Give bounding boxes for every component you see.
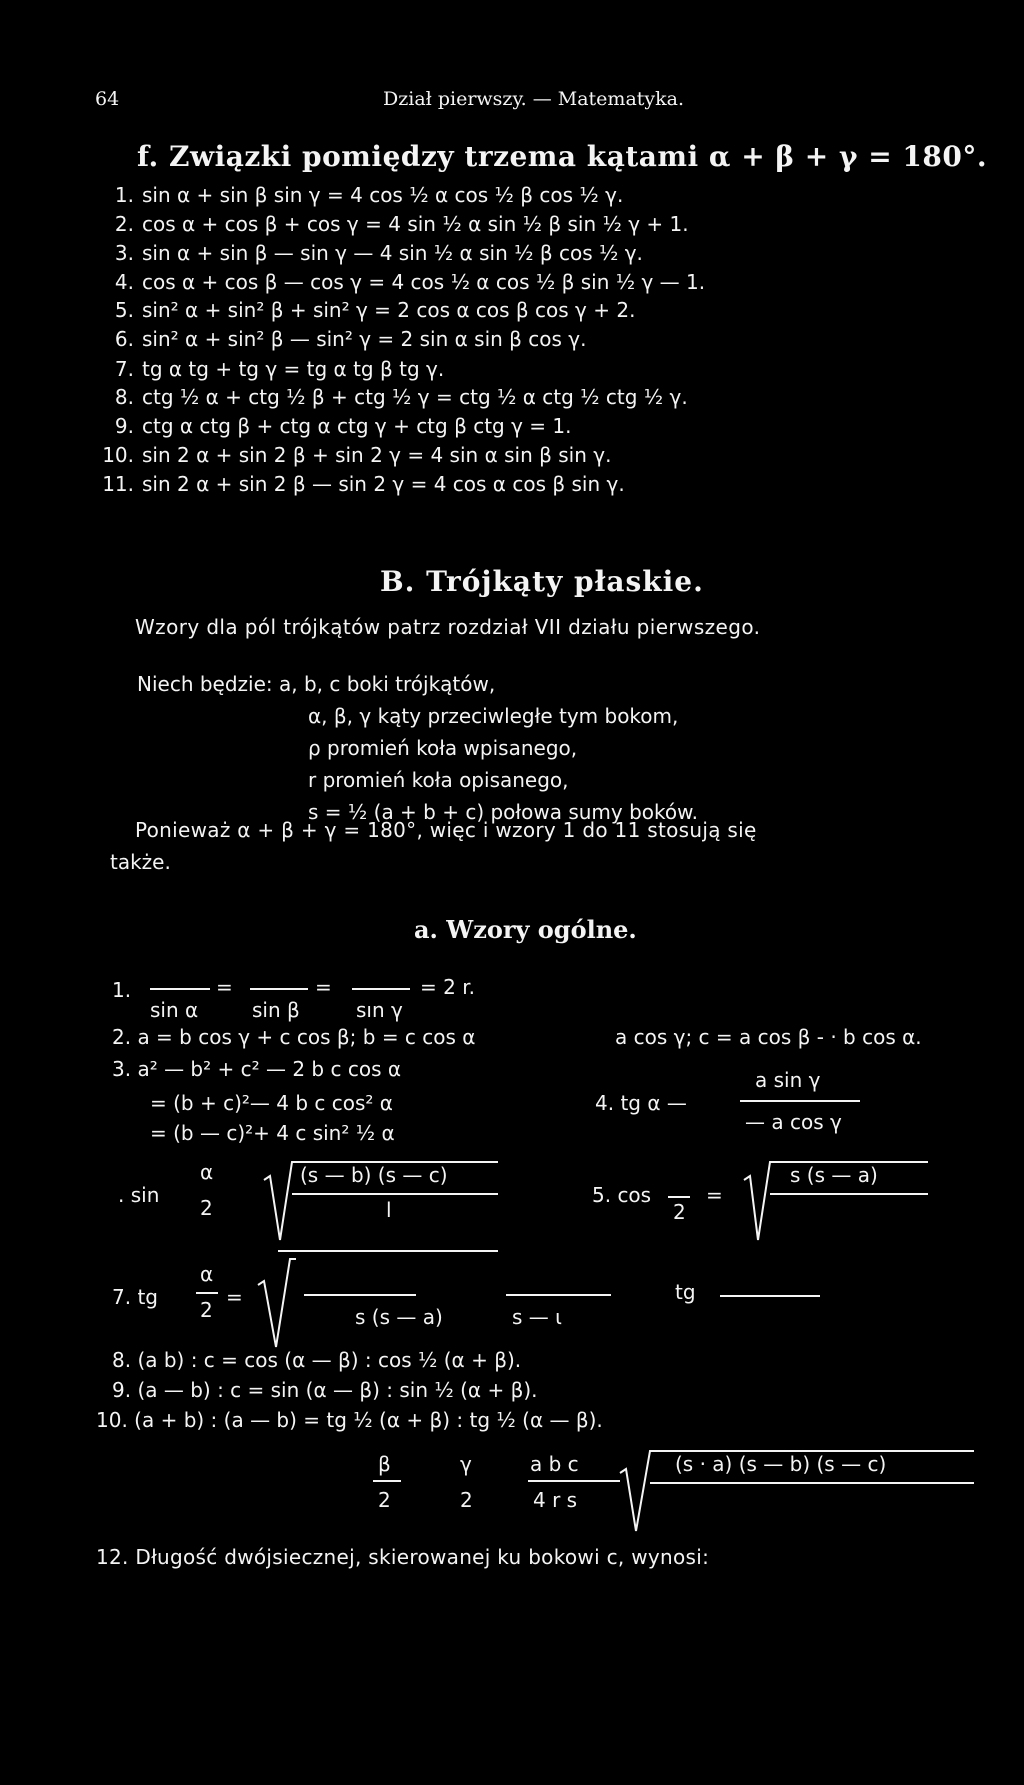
formula-text: sin² α + sin² β + sin² γ = 2 cos α cos β cos γ + 2. [142, 298, 636, 322]
f3-line-1: 3. a² — b² + c² — 2 b c cos α [112, 1057, 402, 1081]
f5-numerator: (s — b) (s — c) [300, 1163, 448, 1187]
formula-text: sin 2 α + sin 2 β + sin 2 γ = 4 sin α sin β sin γ. [142, 443, 612, 467]
f11-radicand: (s · a) (s — b) (s — c) [675, 1452, 887, 1476]
f4-denominator: — a cos γ [745, 1110, 842, 1134]
formula-number: 8. [114, 385, 134, 409]
formula-number: 5. [114, 298, 134, 322]
formula-text: sin α + sin β sin γ = 4 cos ½ α cos ½ β cos ½ γ. [142, 183, 624, 207]
formula-number: 10. [102, 443, 134, 467]
f5-alpha: α [200, 1160, 214, 1184]
f5-two: 2 [200, 1196, 213, 1220]
f11-two-1: 2 [378, 1488, 391, 1512]
section-b-title: B. Trójkąty płaskie. [380, 565, 704, 598]
f6-frac-line [668, 1196, 690, 1198]
formula-line [90, 443, 611, 467]
f12: 12. Długość dwójsiecznej, skierowanej ku bokowi c, wynosi: [96, 1545, 710, 1569]
f7-denominator-2: s — ι [512, 1305, 562, 1329]
formula-line [90, 327, 587, 351]
formula-text: sin α + sin β — sin γ — 4 sin ½ α sin ½ β cos ½ γ. [142, 241, 643, 265]
subsection-a-title: a. Wzory ogólne. [414, 915, 637, 944]
f2-right: a cos γ; c = a cos β - · b cos α. [615, 1025, 922, 1049]
f1-frac-line-2 [250, 988, 308, 990]
definition-1: Niech będzie: a, b, c boki trójkątów, [137, 672, 496, 696]
formula-number: 11. [102, 472, 134, 496]
f9: 9. (a — b) : c = sin (α — β) : sin ½ (α + β). [112, 1378, 538, 1402]
formula-number: 6. [114, 327, 134, 351]
f4-numerator: a sin γ [755, 1068, 821, 1092]
definition-2: α, β, γ kąty przeciwległe tym bokom, [308, 704, 679, 728]
f7-label: 7. tg [112, 1285, 158, 1309]
formula-text: cos α + cos β + cos γ = 4 sin ½ α sin ½ β sin ½ γ + 1. [142, 212, 689, 236]
f7-equals: = [226, 1285, 243, 1309]
f4-frac-line [740, 1100, 860, 1102]
f7-right-line [720, 1295, 820, 1297]
f7-top-rule [278, 1250, 498, 1252]
formula-number: 4. [114, 270, 134, 294]
section-f-title: f. Związki pomiędzy trzema kątami α + β + γ = 180°. [137, 140, 988, 173]
formula-text: sin² α + sin² β — sin² γ = 2 sin α sin β cos γ. [142, 327, 587, 351]
f1-equals-2: = [315, 975, 332, 999]
formula-line [90, 270, 705, 294]
f11-two-2: 2 [460, 1488, 473, 1512]
f11-4rs: 4 r s [533, 1488, 578, 1512]
definition-3: ρ promień koła wpisanego, [308, 736, 578, 760]
f2-left: 2. a = b cos γ + c cos β; b = c cos α [112, 1025, 476, 1049]
formula-text: ctg ½ α + ctg ½ β + ctg ½ γ = ctg ½ α ctg ½ ctg ½ γ. [142, 385, 688, 409]
formula-number: 7. [114, 357, 134, 381]
f11-frac-line-2 [528, 1480, 620, 1482]
definition-5: s = ½ (a + b + c) połowa sumy boków. [308, 800, 698, 824]
f7-tg-right: tg [675, 1280, 696, 1304]
formula-number: 2. [114, 212, 134, 236]
f7-denominator: s (s — a) [355, 1305, 443, 1329]
formula-text: tg α tg + tg γ = tg α tg β tg γ. [142, 357, 445, 381]
formula-line [90, 385, 688, 409]
f1-equals-1: = [216, 975, 233, 999]
definition-4: r promień koła opisanego, [308, 768, 569, 792]
f1-frac-line-3 [352, 988, 410, 990]
formula-number: 1. [114, 183, 134, 207]
f3-line-3: = (b — c)²+ 4 c sin² ½ α [150, 1121, 395, 1145]
f1-denominator-1: sin α [150, 998, 199, 1022]
f5-label: . sin [118, 1183, 160, 1207]
since-line-1: Ponieważ α + β + γ = 180°, więc i wzory 1 do 11 stosują się [135, 818, 757, 842]
f11-abc: a b c [530, 1452, 579, 1476]
formula-line [90, 298, 635, 322]
f3-line-2: = (b + c)²— 4 b c cos² α [150, 1091, 393, 1115]
formula-text: sin 2 α + sin 2 β — sin 2 γ = 4 cos α cos β sin γ. [142, 472, 625, 496]
f8: 8. (a b) : c = cos (α — β) : cos ½ (α + β). [112, 1348, 522, 1372]
formula-line [90, 357, 444, 381]
formula-line [90, 241, 643, 265]
f6-numerator: s (s — a) [790, 1163, 878, 1187]
f11-gamma: γ [460, 1452, 472, 1476]
formula-line [90, 414, 571, 438]
f6-label: 5. cos [592, 1183, 652, 1207]
page-number: 64 [95, 88, 120, 110]
f1-number: 1. [112, 978, 132, 1002]
formula-text: cos α + cos β — cos γ = 4 cos ½ α cos ½ β sin ½ γ — 1. [142, 270, 706, 294]
formula-line [90, 472, 625, 496]
f6-two: 2 [673, 1200, 686, 1224]
f11-frac-line-1 [373, 1480, 401, 1482]
f1-denominator-2: sin β [252, 998, 300, 1022]
f1-frac-line-1 [150, 988, 210, 990]
f7-alpha: α [200, 1262, 214, 1286]
f1-result: = 2 r. [420, 975, 475, 999]
f11-beta: β [378, 1452, 391, 1476]
formula-line [90, 183, 623, 207]
f1-denominator-3: sın γ [356, 998, 403, 1022]
f7-two: 2 [200, 1298, 213, 1322]
since-line-2: także. [110, 850, 171, 874]
running-title: Dział pierwszy. — Matematyka. [383, 88, 685, 110]
f5-denominator: l [386, 1198, 392, 1222]
formula-number: 3. [114, 241, 134, 265]
f6-equals: = [706, 1183, 723, 1207]
f4-label: 4. tg α — [595, 1091, 687, 1115]
f7-frac-line [196, 1292, 218, 1294]
intro-text: Wzory dla pól trójkątów patrz rozdział VII działu pierwszego. [135, 615, 761, 639]
f10: 10. (a + b) : (a — b) = tg ½ (α + β) : tg ½ (α — β). [96, 1408, 603, 1432]
formula-line [90, 212, 689, 236]
formula-number: 9. [114, 414, 134, 438]
formula-text: ctg α ctg β + ctg α ctg γ + ctg β ctg γ = 1. [142, 414, 572, 438]
